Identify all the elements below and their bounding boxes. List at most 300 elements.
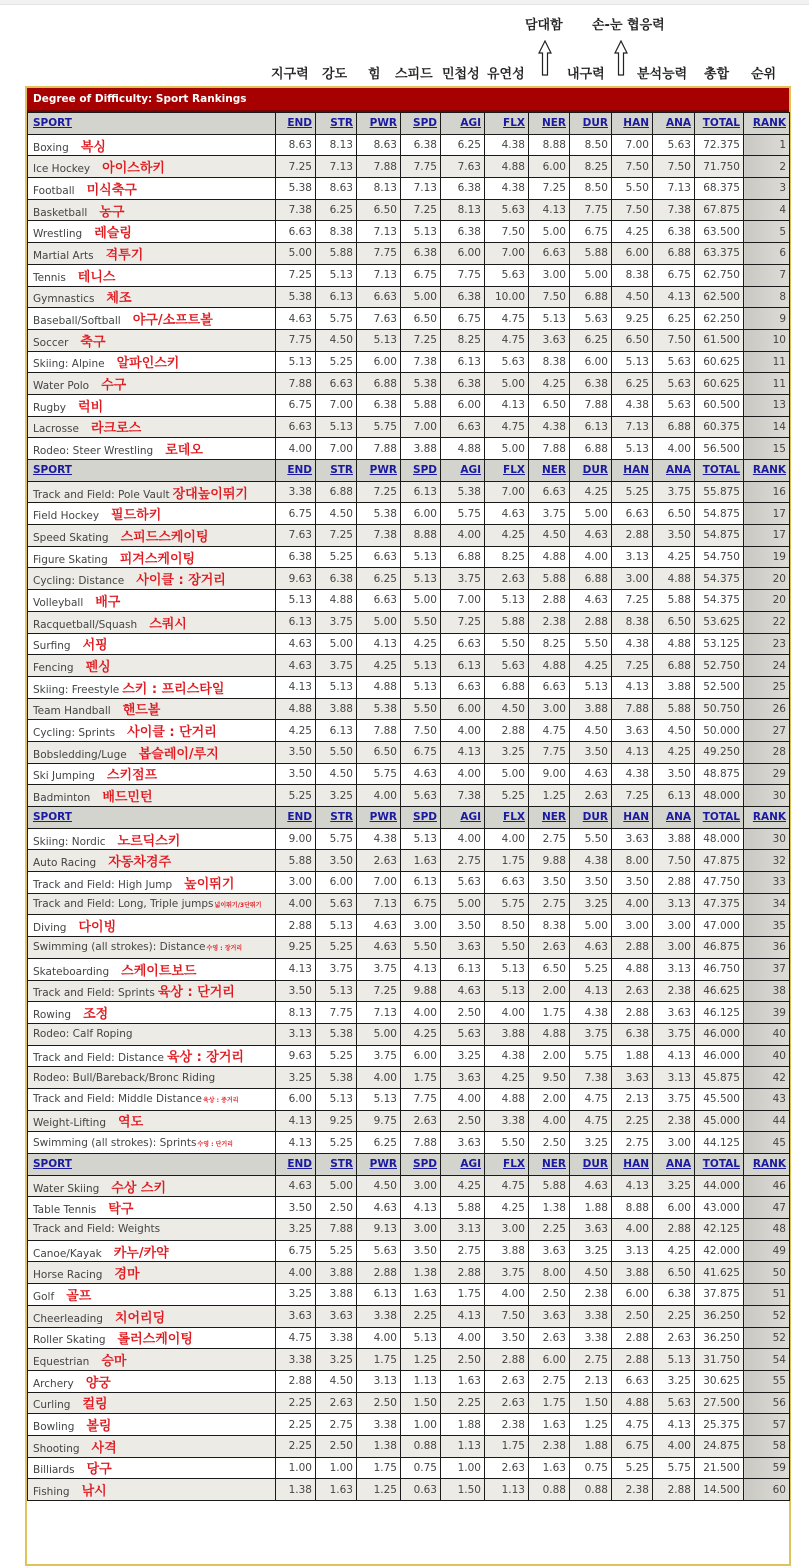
agi-cell: 4.00 — [441, 1327, 485, 1349]
spd-cell: 3.88 — [401, 438, 441, 460]
sort-link-total[interactable]: TOTAL — [702, 1158, 740, 1171]
header-cell-pwr — [357, 113, 401, 135]
sort-link-flx[interactable]: FLX — [503, 464, 525, 477]
korean-annotation: 사이클 : 단거리 — [127, 725, 217, 741]
end-cell: 6.75 — [276, 503, 316, 525]
pwr-cell: 7.88 — [357, 438, 401, 460]
header-cell-spd — [401, 807, 441, 829]
end-cell: 7.75 — [276, 329, 316, 351]
end-cell: 4.25 — [276, 720, 316, 742]
rank-cell: 59 — [744, 1457, 790, 1479]
arrow-up-icon — [538, 40, 552, 76]
sort-link-han[interactable]: HAN — [623, 464, 649, 477]
dur-cell: 2.38 — [570, 1284, 612, 1306]
dur-cell: 1.88 — [570, 1197, 612, 1219]
sport-name: Volleyball — [33, 596, 84, 609]
sort-link-dur[interactable]: DUR — [582, 464, 608, 477]
sort-link-end[interactable]: END — [287, 1158, 312, 1171]
agi-cell: 6.63 — [441, 633, 485, 655]
sort-link-agi[interactable]: AGI — [460, 811, 481, 824]
column-label-agi: 민첩성 — [442, 67, 480, 82]
korean-annotation: 봅슬레이/루지 — [138, 746, 219, 762]
ner-cell: 4.00 — [529, 1110, 570, 1132]
ana-cell: 3.25 — [653, 1175, 695, 1197]
ner-cell: 8.00 — [529, 1262, 570, 1284]
rank-cell: 28 — [744, 741, 790, 763]
agi-cell: 1.88 — [441, 1414, 485, 1436]
sort-link-han[interactable]: HAN — [623, 811, 649, 824]
dur-cell: 7.88 — [570, 394, 612, 416]
sort-link-spd[interactable]: SPD — [413, 117, 437, 130]
rankings-table-frame — [25, 86, 791, 1566]
end-cell: 3.50 — [276, 980, 316, 1002]
rank-cell: 39 — [744, 1002, 790, 1024]
flx-cell: 4.25 — [485, 1067, 529, 1089]
sport-name: Track and Field: Weights — [33, 1223, 161, 1236]
ana-cell: 7.50 — [653, 329, 695, 351]
pwr-cell: 5.38 — [357, 698, 401, 720]
end-cell: 6.00 — [276, 1088, 316, 1110]
ana-cell: 3.50 — [653, 763, 695, 785]
header-cell-ner — [529, 1154, 570, 1176]
str-cell: 5.13 — [316, 1088, 357, 1110]
agi-cell: 4.13 — [441, 741, 485, 763]
pwr-cell: 2.50 — [357, 1392, 401, 1414]
rank-cell: 37 — [744, 958, 790, 980]
rank-cell: 58 — [744, 1435, 790, 1457]
spd-cell: 7.88 — [401, 1132, 441, 1154]
sort-link-end[interactable]: END — [287, 811, 312, 824]
ana-cell: 2.88 — [653, 1479, 695, 1501]
sort-link-sport[interactable]: SPORT — [33, 464, 72, 477]
sort-link-dur[interactable]: DUR — [582, 811, 608, 824]
spd-cell: 8.88 — [401, 525, 441, 547]
spd-cell: 5.38 — [401, 373, 441, 395]
sort-link-str[interactable]: STR — [330, 811, 353, 824]
ana-cell: 2.63 — [653, 1327, 695, 1349]
str-cell: 6.25 — [316, 199, 357, 221]
korean-annotation: 볼링 — [86, 1419, 112, 1435]
total-cell: 45.500 — [695, 1088, 744, 1110]
sport-name: Rodeo: Steer Wrestling — [33, 445, 154, 458]
sort-link-han[interactable]: HAN — [623, 1158, 649, 1171]
table-row — [28, 828, 790, 850]
rank-cell: 11 — [744, 351, 790, 373]
pwr-cell: 4.38 — [357, 828, 401, 850]
ner-cell: 6.63 — [529, 481, 570, 503]
flx-cell: 4.88 — [485, 156, 529, 178]
pwr-cell: 7.75 — [357, 243, 401, 265]
sort-link-sport[interactable]: SPORT — [33, 811, 72, 824]
end-cell: 3.00 — [276, 872, 316, 894]
end-cell: 4.13 — [276, 1132, 316, 1154]
sort-link-total[interactable]: TOTAL — [702, 117, 740, 130]
header-cell-str — [316, 113, 357, 135]
han-cell: 7.50 — [612, 199, 653, 221]
spd-cell: 6.38 — [401, 134, 441, 156]
total-cell: 54.375 — [695, 568, 744, 590]
sort-link-ana[interactable]: ANA — [665, 811, 691, 824]
han-cell: 5.13 — [612, 351, 653, 373]
korean-annotation: 자동차경주 — [108, 855, 172, 871]
ana-cell: 3.13 — [653, 958, 695, 980]
pwr-cell: 4.63 — [357, 915, 401, 937]
header-cell-total — [695, 807, 744, 829]
ner-cell: 1.63 — [529, 1457, 570, 1479]
rank-cell: 15 — [744, 438, 790, 460]
end-cell: 2.25 — [276, 1435, 316, 1457]
rank-cell: 10 — [744, 329, 790, 351]
rank-cell: 5 — [744, 221, 790, 243]
sort-link-rank[interactable]: RANK — [752, 811, 786, 824]
total-cell: 14.500 — [695, 1479, 744, 1501]
total-cell: 60.625 — [695, 373, 744, 395]
total-cell: 49.250 — [695, 741, 744, 763]
ana-cell: 2.25 — [653, 1305, 695, 1327]
pwr-cell: 1.25 — [357, 1479, 401, 1501]
spd-cell: 4.00 — [401, 1002, 441, 1024]
korean-annotation: 필드하키 — [111, 508, 162, 524]
dur-cell: 4.75 — [570, 1110, 612, 1132]
agi-cell: 6.00 — [441, 394, 485, 416]
sort-link-ner[interactable]: NER — [541, 1158, 566, 1171]
dur-cell: 1.88 — [570, 1435, 612, 1457]
dur-cell: 7.75 — [570, 199, 612, 221]
agi-cell: 2.88 — [441, 1262, 485, 1284]
spd-cell: 5.63 — [401, 785, 441, 807]
sort-link-total[interactable]: TOTAL — [702, 811, 740, 824]
sort-link-spd[interactable]: SPD — [413, 1158, 437, 1171]
sort-link-flx[interactable]: FLX — [503, 117, 525, 130]
sort-link-ner[interactable]: NER — [541, 464, 566, 477]
han-cell: 2.88 — [612, 1002, 653, 1024]
column-label-flx: 유연성 — [487, 67, 525, 82]
sport-cell — [28, 850, 276, 872]
pwr-cell: 4.50 — [357, 1175, 401, 1197]
sport-name: Skiing: Freestyle — [33, 683, 120, 696]
header-cell-rank — [744, 1154, 790, 1176]
sort-link-pwr[interactable]: PWR — [369, 464, 397, 477]
sort-link-agi[interactable]: AGI — [460, 464, 481, 477]
column-label-rank: 순위 — [751, 67, 777, 82]
sort-link-str[interactable]: STR — [330, 1158, 353, 1171]
spd-cell: 2.63 — [401, 1110, 441, 1132]
rank-cell: 27 — [744, 720, 790, 742]
dur-cell: 6.88 — [570, 568, 612, 590]
spd-cell: 5.00 — [401, 286, 441, 308]
spd-cell: 6.00 — [401, 1045, 441, 1067]
agi-cell: 6.38 — [441, 286, 485, 308]
sort-link-ana[interactable]: ANA — [665, 117, 691, 130]
han-cell: 1.88 — [612, 1045, 653, 1067]
korean-annotation: 컬링 — [82, 1397, 108, 1413]
sort-link-rank[interactable]: RANK — [752, 464, 786, 477]
sort-link-end[interactable]: END — [287, 464, 312, 477]
sort-link-rank[interactable]: RANK — [752, 1158, 786, 1171]
korean-annotation: 높이뛰기 — [184, 876, 235, 892]
str-cell: 7.13 — [316, 156, 357, 178]
sport-name: Rodeo: Bull/Bareback/Bronc Riding — [33, 1071, 216, 1084]
dur-cell: 4.63 — [570, 1175, 612, 1197]
han-cell: 2.88 — [612, 1349, 653, 1371]
rank-cell: 42 — [744, 1067, 790, 1089]
sort-link-agi[interactable]: AGI — [460, 1158, 481, 1171]
total-cell: 60.625 — [695, 351, 744, 373]
table-row — [28, 1284, 790, 1306]
sort-link-str[interactable]: STR — [330, 117, 353, 130]
sort-link-str[interactable]: STR — [330, 464, 353, 477]
ana-cell: 6.50 — [653, 611, 695, 633]
ner-cell: 4.88 — [529, 546, 570, 568]
dur-cell: 5.88 — [570, 243, 612, 265]
sort-link-ner[interactable]: NER — [541, 117, 566, 130]
ana-cell: 4.25 — [653, 546, 695, 568]
table-row — [28, 373, 790, 395]
header-cell-agi — [441, 113, 485, 135]
dur-cell: 5.13 — [570, 676, 612, 698]
han-cell: 3.50 — [612, 872, 653, 894]
sport-cell — [28, 503, 276, 525]
sort-link-rank[interactable]: RANK — [752, 117, 786, 130]
end-cell: 2.88 — [276, 915, 316, 937]
pwr-cell: 6.25 — [357, 1132, 401, 1154]
flx-cell: 4.00 — [485, 1002, 529, 1024]
rank-cell: 9 — [744, 308, 790, 330]
pwr-cell: 2.88 — [357, 1262, 401, 1284]
dur-cell: 3.25 — [570, 893, 612, 915]
sort-link-han[interactable]: HAN — [623, 117, 649, 130]
sort-link-ner[interactable]: NER — [541, 811, 566, 824]
dur-cell: 2.88 — [570, 611, 612, 633]
sport-name: Racquetball/Squash — [33, 618, 138, 631]
ner-cell: 5.13 — [529, 308, 570, 330]
spd-cell: 7.25 — [401, 199, 441, 221]
sort-link-end[interactable]: END — [287, 117, 312, 130]
dur-cell: 4.13 — [570, 980, 612, 1002]
sort-link-dur[interactable]: DUR — [582, 117, 608, 130]
spd-cell: 7.25 — [401, 329, 441, 351]
end-cell: 9.00 — [276, 828, 316, 850]
arrow-up-icon — [614, 40, 628, 76]
han-cell: 4.13 — [612, 741, 653, 763]
sport-cell — [28, 633, 276, 655]
sport-cell — [28, 416, 276, 438]
ana-cell: 3.88 — [653, 828, 695, 850]
rank-cell: 54 — [744, 1349, 790, 1371]
table-row — [28, 1175, 790, 1197]
ana-cell: 6.00 — [653, 1197, 695, 1219]
end-cell: 4.13 — [276, 958, 316, 980]
ana-cell: 3.00 — [653, 915, 695, 937]
ner-cell: 3.75 — [529, 503, 570, 525]
flx-cell: 5.63 — [485, 351, 529, 373]
rank-cell: 56 — [744, 1392, 790, 1414]
table-row — [28, 199, 790, 221]
korean-annotation: 치어리딩 — [114, 1310, 166, 1326]
han-cell: 7.25 — [612, 655, 653, 677]
dur-cell: 2.13 — [570, 1370, 612, 1392]
ner-cell: 6.63 — [529, 676, 570, 698]
spd-cell: 4.13 — [401, 958, 441, 980]
table-row — [28, 308, 790, 330]
ana-cell: 4.13 — [653, 286, 695, 308]
header-cell-str — [316, 460, 357, 482]
spd-cell: 6.75 — [401, 741, 441, 763]
sort-link-spd[interactable]: SPD — [413, 811, 437, 824]
dur-cell: 3.38 — [570, 1305, 612, 1327]
end-cell: 7.88 — [276, 373, 316, 395]
sort-link-sport[interactable]: SPORT — [33, 117, 72, 130]
str-cell: 6.13 — [316, 720, 357, 742]
pwr-cell: 4.63 — [357, 1197, 401, 1219]
sport-name: Lacrosse — [33, 423, 79, 436]
sport-name: Tennis — [33, 271, 66, 284]
sort-link-total[interactable]: TOTAL — [702, 464, 740, 477]
sport-name: Skateboarding — [33, 965, 110, 978]
pwr-cell: 4.00 — [357, 1067, 401, 1089]
str-cell: 5.75 — [316, 308, 357, 330]
rank-cell: 11 — [744, 373, 790, 395]
ner-cell: 4.38 — [529, 416, 570, 438]
end-cell: 1.38 — [276, 1479, 316, 1501]
header-cell-ner — [529, 807, 570, 829]
sort-link-dur[interactable]: DUR — [582, 1158, 608, 1171]
table-row — [28, 741, 790, 763]
end-cell: 5.88 — [276, 850, 316, 872]
han-cell: 3.13 — [612, 546, 653, 568]
sport-name: Swimming (all strokes): Sprints — [33, 1136, 197, 1149]
table-row — [28, 720, 790, 742]
table-row — [28, 568, 790, 590]
sort-link-pwr[interactable]: PWR — [369, 117, 397, 130]
agi-cell: 2.75 — [441, 850, 485, 872]
agi-cell: 5.75 — [441, 503, 485, 525]
korean-annotation: 카누/카약 — [113, 1245, 169, 1261]
spd-cell: 5.13 — [401, 828, 441, 850]
sport-cell — [28, 264, 276, 286]
end-cell: 3.25 — [276, 1284, 316, 1306]
sport-cell — [28, 156, 276, 178]
header-cell-rank — [744, 113, 790, 135]
korean-annotation: 스케이트보드 — [121, 963, 197, 979]
table-row — [28, 1197, 790, 1219]
sort-link-agi[interactable]: AGI — [460, 117, 481, 130]
header-cell-total — [695, 113, 744, 135]
sport-cell — [28, 1392, 276, 1414]
han-cell: 4.00 — [612, 893, 653, 915]
spd-cell: 5.13 — [401, 1327, 441, 1349]
str-cell: 5.13 — [316, 676, 357, 698]
table-row — [28, 156, 790, 178]
annotation-han-label: 손-눈 협응력 — [592, 18, 665, 33]
total-cell: 47.000 — [695, 915, 744, 937]
ana-cell: 6.13 — [653, 785, 695, 807]
table-title: Degree of Difficulty: Sport Rankings — [27, 88, 789, 112]
dur-cell: 2.75 — [570, 1349, 612, 1371]
korean-annotation: 배구 — [95, 594, 121, 610]
header-cell-dur — [570, 1154, 612, 1176]
sort-link-ana[interactable]: ANA — [665, 464, 691, 477]
header-cell-ner — [529, 113, 570, 135]
rank-cell: 40 — [744, 1023, 790, 1045]
sort-link-flx[interactable]: FLX — [503, 811, 525, 824]
header-cell-spd — [401, 460, 441, 482]
str-cell: 3.88 — [316, 698, 357, 720]
rank-cell: 35 — [744, 915, 790, 937]
korean-annotation: 당구 — [86, 1462, 112, 1478]
ner-cell: 4.13 — [529, 199, 570, 221]
dur-cell: 5.50 — [570, 633, 612, 655]
ner-cell: 2.00 — [529, 1088, 570, 1110]
str-cell: 3.75 — [316, 655, 357, 677]
total-cell: 63.375 — [695, 243, 744, 265]
flx-cell: 8.25 — [485, 546, 529, 568]
flx-cell: 1.75 — [485, 1435, 529, 1457]
flx-cell: 5.13 — [485, 958, 529, 980]
pwr-cell: 5.13 — [357, 329, 401, 351]
sort-link-pwr[interactable]: PWR — [369, 1158, 397, 1171]
agi-cell: 6.13 — [441, 351, 485, 373]
ana-cell: 3.75 — [653, 1023, 695, 1045]
korean-annotation: 체조 — [106, 291, 132, 307]
agi-cell: 3.63 — [441, 937, 485, 959]
sort-link-spd[interactable]: SPD — [413, 464, 437, 477]
ana-cell: 4.25 — [653, 741, 695, 763]
ner-cell: 2.00 — [529, 1045, 570, 1067]
agi-cell: 4.63 — [441, 980, 485, 1002]
spd-cell: 1.63 — [401, 1284, 441, 1306]
rank-cell: 7 — [744, 264, 790, 286]
flx-cell: 3.38 — [485, 1110, 529, 1132]
str-cell: 5.13 — [316, 980, 357, 1002]
table-row — [28, 1023, 790, 1045]
spd-cell: 5.13 — [401, 568, 441, 590]
rank-cell: 40 — [744, 1045, 790, 1067]
pwr-cell: 5.00 — [357, 611, 401, 633]
header-cell-pwr — [357, 807, 401, 829]
sport-name: Gymnastics — [33, 293, 95, 306]
pwr-cell: 1.38 — [357, 1435, 401, 1457]
pwr-cell: 7.38 — [357, 525, 401, 547]
han-cell: 4.13 — [612, 676, 653, 698]
ner-cell: 2.63 — [529, 1327, 570, 1349]
spd-cell: 3.50 — [401, 1240, 441, 1262]
end-cell: 4.63 — [276, 1175, 316, 1197]
sport-name: Table Tennis — [33, 1204, 97, 1217]
flx-cell: 3.00 — [485, 1219, 529, 1241]
agi-cell: 6.13 — [441, 958, 485, 980]
agi-cell: 4.13 — [441, 1305, 485, 1327]
han-cell: 2.88 — [612, 937, 653, 959]
dur-cell: 6.00 — [570, 351, 612, 373]
korean-annotation: 수영 : 장거리 — [206, 945, 243, 953]
korean-annotation: 피겨스케이팅 — [119, 551, 196, 567]
flx-cell: 5.00 — [485, 763, 529, 785]
header-cell-flx — [485, 807, 529, 829]
agi-cell: 1.00 — [441, 1457, 485, 1479]
sort-link-sport[interactable]: SPORT — [33, 1158, 72, 1171]
korean-annotation: 육상 : 단거리 — [157, 985, 235, 1001]
korean-annotation: 수구 — [101, 378, 127, 394]
sort-link-pwr[interactable]: PWR — [369, 811, 397, 824]
sort-link-ana[interactable]: ANA — [665, 1158, 691, 1171]
end-cell: 4.88 — [276, 698, 316, 720]
total-cell: 47.375 — [695, 893, 744, 915]
sort-link-flx[interactable]: FLX — [503, 1158, 525, 1171]
korean-annotation: 스키 : 프리스타일 — [122, 681, 225, 697]
han-cell: 4.38 — [612, 763, 653, 785]
agi-cell: 4.88 — [441, 438, 485, 460]
